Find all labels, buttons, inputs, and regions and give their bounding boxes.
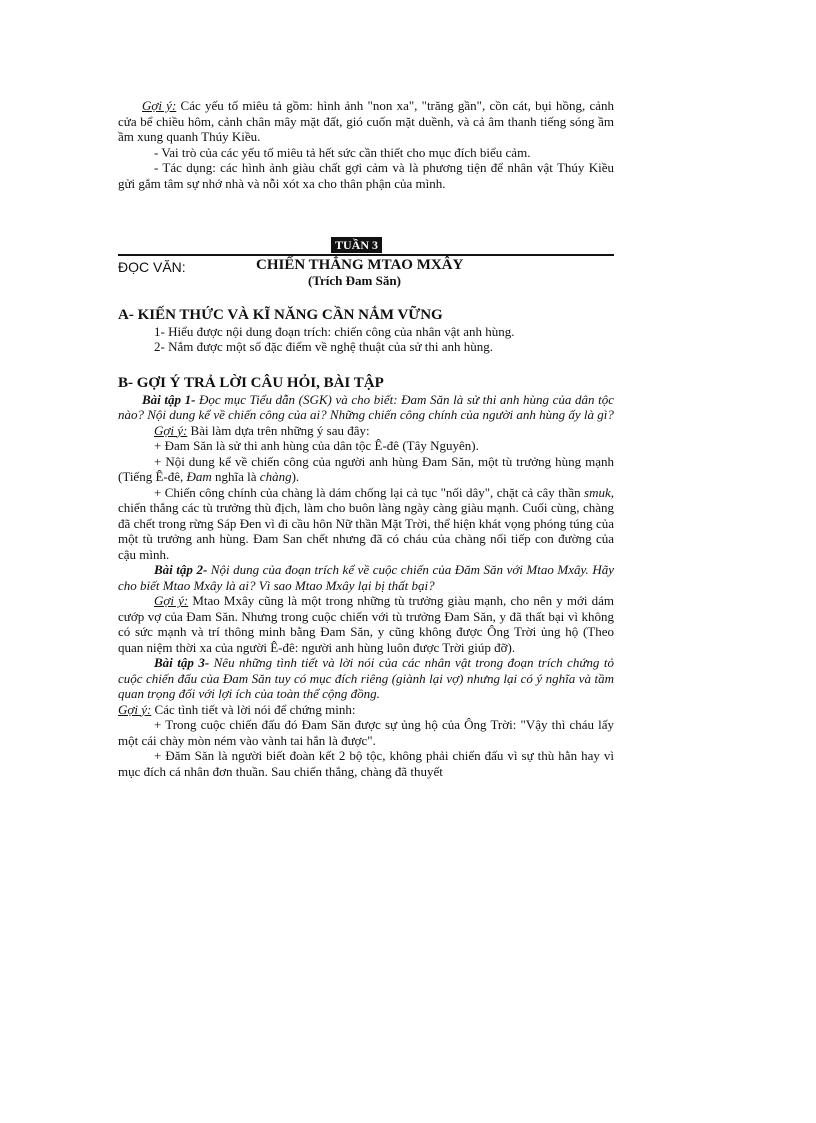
hint-label: Gợi ý:: [154, 593, 189, 608]
exercise-2-hint-text: Mtao Mxây cũng là một trong những tù trưởng giàu mạnh, cho nên y mới dám cướp vợ của Đam Săn. Nhưng trong cuộc chiến với tù trưởng Đam Săn, y đã thất bại vì không có sức mạnh và trí thông minh bằng Đam Săn, y cũng không được Ông Trời ủng hộ (Theo quan niệm thời xa của người Ê-đê: người anh hùng luôn được Trời giúp đỡ).: [118, 593, 615, 655]
point-text: , chiến thắng các tù trưởng thù địch, làm cho buôn làng ngày càng giàu mạnh. Cuối cùng, chàng đã chết trong rừng Sáp Đen vì đi cầu hôn Nữ thần Mặt Trời, thể hiện khát vọng phóng túng của một tù trưởng anh hùng. Đam San chết nhưng đã có cháu của chàng nối tiếp con đường của cậu mình.: [118, 484, 614, 562]
exercise-3-label: Bài tập 3-: [154, 655, 210, 670]
lesson-title-row: [118, 257, 614, 275]
exercise-2-question: [118, 562, 614, 593]
intro-paragraph-3: - Tác dụng: các hình ảnh giàu chất gợi cảm và là phương tiện để nhân vật Thúy Kiều gửi gắm tâm sự nhớ nhà và nỗi xót xa cho thân phận của mình.: [118, 160, 614, 191]
lesson-subject: ĐỌC VĂN:: [118, 259, 186, 275]
intro-text-1: Các yếu tố miêu tả gồm: hình ảnh "non xa", "trăng gần", cồn cát, bụi hồng, cảnh cửa bể chiều hôm, cảnh chân mây mặt đất, gió cuốn mặt duềnh, và cả âm thanh tiếng sóng ầm ầm xung quanh Thúy Kiều.: [118, 98, 614, 144]
point-text: + Nội dung kể về chiến công của người anh hùng Đam Săn, một tù trưởng hùng mạnh (Tiếng Ê-đê,: [118, 453, 614, 484]
section-a-item-2: 2- Nắm được một số đặc điểm về nghệ thuật của sử thi anh hùng.: [154, 339, 494, 354]
intro-paragraph-1: [118, 98, 614, 145]
point-emphasis: chàng: [259, 469, 292, 484]
section-a-heading: A- KIẾN THỨC VÀ KĨ NĂNG CẦN NẮM VỮNG: [118, 306, 443, 323]
exercise-1-text: Đọc mục Tiểu dẫn (SGK) và cho biết: Đam Săn là sử thi anh hùng của dân tộc nào? Nội dung kể về chiến công của ai? Những chiến công chính của người anh hùng ấy là gì?: [118, 391, 614, 422]
exercise-1-label: Bài tập 1-: [142, 391, 196, 407]
exercise-2-hint: [118, 593, 614, 655]
exercise-3-text: Nêu những tình tiết và lời nói của các nhân vật trong đoạn trích chứng tỏ cuộc chiến đấu của Đam Săn tuy có mục đích riêng (giành lại vợ) nhưng lại có ý nghĩa và tầm quan trọng đối với lợi ích của toàn thể cộng đồng.: [118, 655, 614, 701]
exercise-3-point-1: + Trong cuộc chiến đấu đó Đam Săn được sự ủng hộ của Ông Trời: "Vậy thì cháu lấy một cái chày mòn ném vào vành tai hắn là được".: [118, 717, 614, 748]
hint-label: Gợi ý:: [154, 422, 188, 438]
point-emphasis: smuk: [584, 484, 611, 500]
point-text: + Chiến công chính của chàng là dám chống lại cả tục "nối dây", chặt cả cây thần: [154, 484, 585, 500]
exercise-2-label: Bài tập 2-: [154, 562, 208, 577]
section-a-item-1: 1- Hiểu được nội dung đoạn trích: chiến công của nhân vật anh hùng.: [154, 323, 515, 339]
exercise-1-point-2: [118, 454, 614, 485]
hint-label: Gợi ý:: [118, 701, 152, 717]
exercise-1-point-3: [118, 485, 614, 563]
week-header: [118, 235, 614, 255]
exercise-1-question: [118, 392, 614, 423]
exercise-3-point-2: + Đăm Săn là người biết đoàn kết 2 bộ tộc, không phải chiến đấu vì sự thù hằn hay vì mục đích cá nhân đơn thuần. Sau chiến thắng, chàng đã thuyết: [118, 748, 614, 779]
exercise-1-hint-text: Bài làm dựa trên những ý sau đây:: [187, 422, 370, 438]
week-badge: TUẦN 3: [331, 237, 382, 253]
lesson-title: CHIẾN THẮNG MTAO MXÂY: [256, 257, 464, 273]
section-divider: [118, 254, 614, 256]
section-b-heading: B- GỢI Ý TRẢ LỜI CÂU HỎI, BÀI TẬP: [118, 374, 384, 391]
document-page: [118, 98, 614, 779]
exercise-3-question: [118, 655, 614, 702]
hint-label: Gợi ý:: [142, 98, 177, 113]
lesson-subtitle: (Trích Đam Săn): [308, 273, 401, 288]
point-emphasis: Đam: [186, 469, 212, 484]
exercise-1-hint: [118, 423, 614, 439]
exercise-3-hint-text: Các tình tiết và lời nói để chứng minh:: [151, 701, 356, 717]
intro-paragraph-2: - Vai trò của các yếu tố miêu tả hết sức cần thiết cho mục đích biểu cảm.: [154, 144, 531, 160]
exercise-1-point-1: + Đam Săn là sử thi anh hùng của dân tộc Ê-đê (Tây Nguyên).: [154, 438, 479, 453]
exercise-3-hint: [118, 702, 614, 718]
point-text: nghĩa là: [211, 469, 260, 484]
exercise-2-text: Nội dung của đoạn trích kể về cuộc chiến của Đăm Săn với Mtao Mxây. Hãy cho biết Mtao Mxây là ai? Vì sao Mtao Mxây lại bị thất bại?: [118, 562, 614, 593]
point-text: ).: [291, 469, 300, 484]
